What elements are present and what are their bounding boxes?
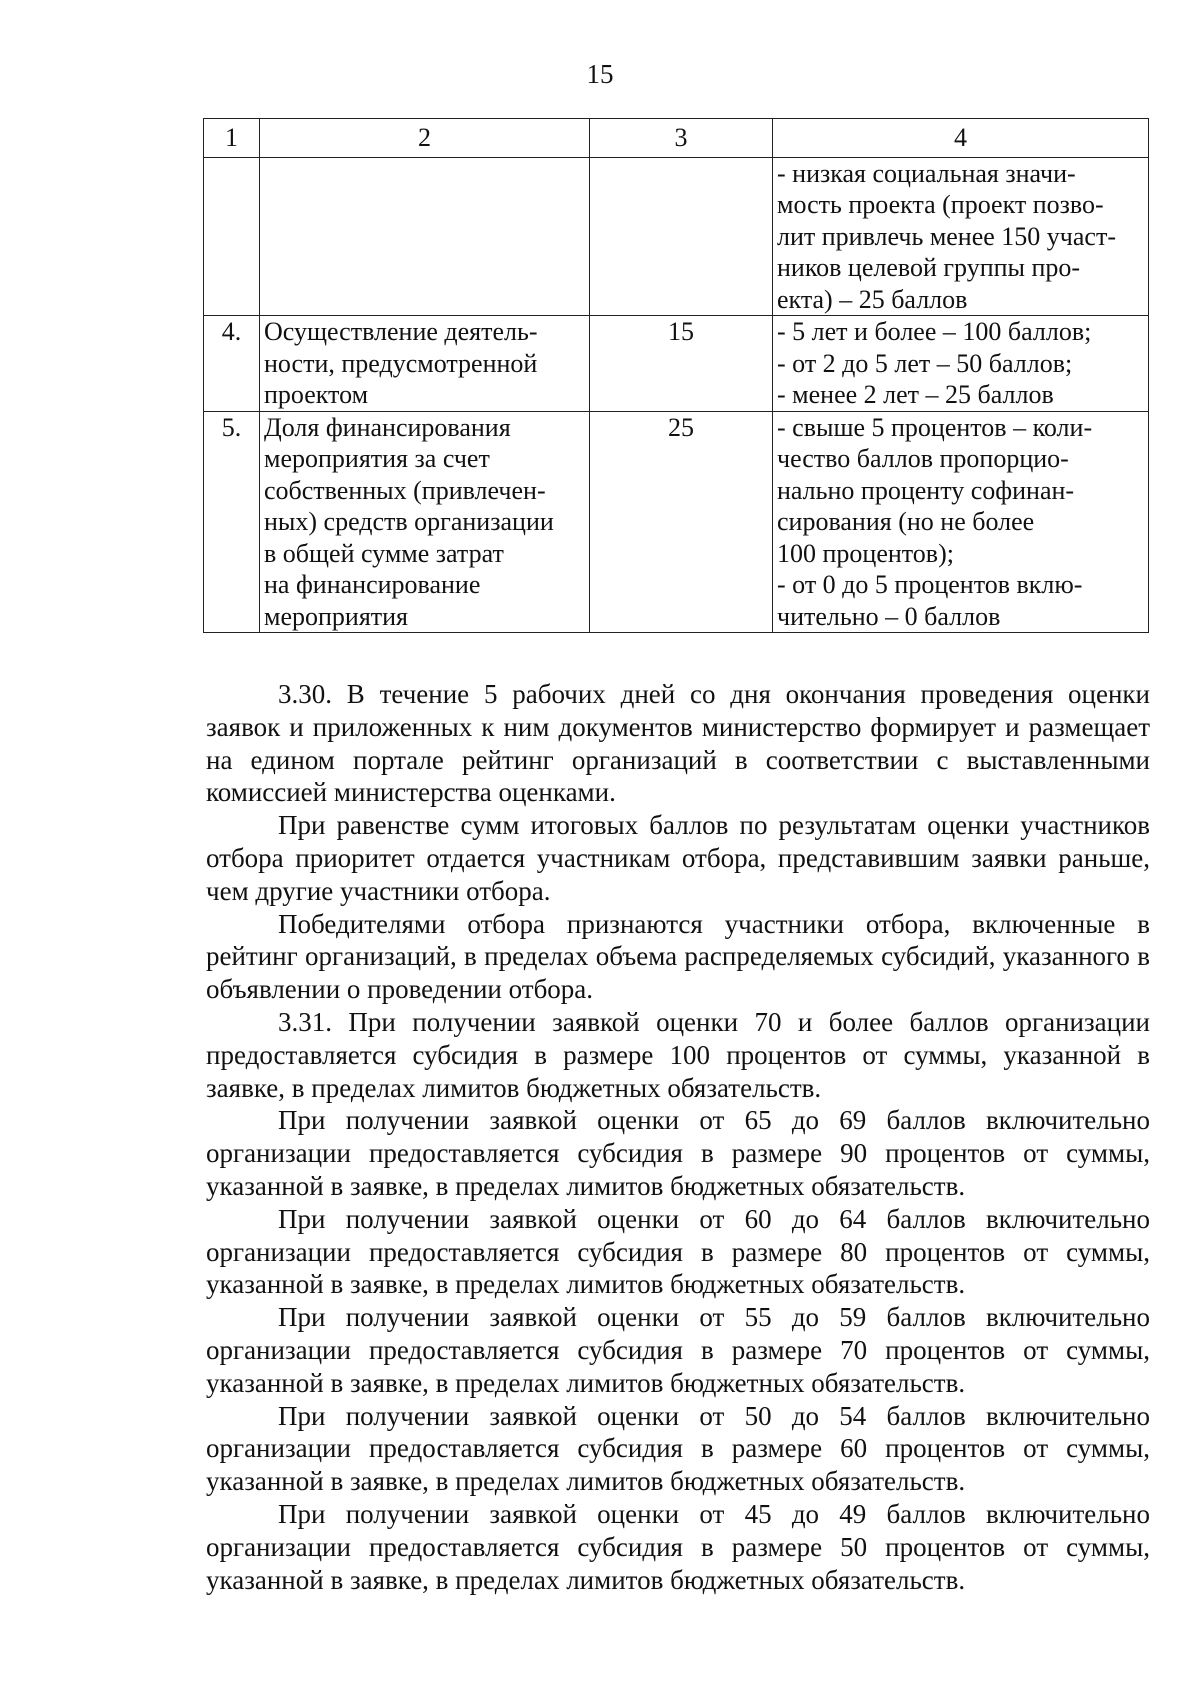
paragraph: Победителями отбора признаются участники отбора, включенные в рейтинг организаций, в пределах объема распределяемых субсидий, указанного в объявлении о проведении отбора. — [206, 908, 1150, 1005]
paragraph: При получении заявкой оценки от 65 до 69 баллов включительно организации предоставляется субсидия в размере 90 процентов от суммы, указанной в заявке, в пределах лимитов бюджетных обязательств. — [206, 1105, 1150, 1201]
body-text — [206, 678, 1150, 1596]
table-row — [204, 157, 1149, 316]
table-header-row — [204, 119, 1149, 158]
page-number: 15 — [586, 59, 614, 89]
paragraph: При равенстве сумм итоговых баллов по результатам оценки участников отбора приоритет отдается участникам отбора, представившим заявки раньше, чем другие участники отбора. — [206, 810, 1150, 906]
criterion-cell: Осуществление деятель- ности, предусмотренной проектом — [260, 316, 590, 412]
row-number: 5. — [204, 411, 260, 633]
column-header-1: 1 — [204, 119, 260, 158]
criteria-table — [203, 118, 1149, 633]
scoring-cell: - низкая социальная значи- мость проекта (проект позво- лит привлечь менее 150 участ- ников целевой группы про- екта) – 25 баллов — [773, 157, 1149, 316]
paragraph: При получении заявкой оценки от 55 до 59 баллов включительно организации предоставляется субсидия в размере 70 процентов от суммы, указанной в заявке, в пределах лимитов бюджетных обязательств. — [206, 1302, 1150, 1398]
column-header-4: 4 — [773, 119, 1149, 158]
criterion-cell: Доля финансирования мероприятия за счет собственных (привлечен- ных) средств организации в общей сумме затрат на финансирование мероприятия — [260, 411, 590, 633]
weight-cell: 15 — [590, 316, 773, 412]
paragraph: При получении заявкой оценки от 50 до 54 баллов включительно организации предоставляется субсидия в размере 60 процентов от суммы, указанной в заявке, в пределах лимитов бюджетных обязательств. — [206, 1400, 1150, 1497]
row-number: 4. — [204, 316, 260, 412]
column-header-2: 2 — [260, 119, 590, 158]
column-header-3: 3 — [590, 119, 773, 158]
criterion-cell — [260, 157, 590, 316]
weight-cell — [590, 157, 773, 316]
paragraph-3-31: 3.31. При получении заявкой оценки 70 и более баллов организации предоставляется субсидия в размере 100 процентов от суммы, указанной в заявке, в пределах лимитов бюджетных обязательств. — [206, 1006, 1150, 1103]
paragraph: При получении заявкой оценки от 60 до 64 баллов включительно организации предоставляется субсидия в размере 80 процентов от суммы, указанной в заявке, в пределах лимитов бюджетных обязательств. — [206, 1203, 1150, 1300]
paragraph: При получении заявкой оценки от 45 до 49 баллов включительно организации предоставляется субсидия в размере 50 процентов от суммы, указанной в заявке, в пределах лимитов бюджетных обязательств. — [206, 1498, 1150, 1595]
table-row — [204, 411, 1149, 633]
table-row — [204, 316, 1149, 412]
scoring-cell: - свыше 5 процентов – коли- чество баллов пропорцио- нально проценту софинан- сирования (но не более 100 процентов); - от 0 до 5 процентов вклю- чительно – 0 баллов — [773, 411, 1149, 633]
row-number — [204, 157, 260, 316]
scoring-cell: - 5 лет и более – 100 баллов; - от 2 до 5 лет – 50 баллов; - менее 2 лет – 25 баллов — [773, 316, 1149, 412]
paragraph-3-30: 3.30. В течение 5 рабочих дней со дня окончания проведения оценки заявок и приложенных к ним документов министерство формирует и размещает на едином портале рейтинг организаций в соответствии с выставленными комиссией министерства оценками. — [206, 679, 1150, 808]
weight-cell: 25 — [590, 411, 773, 633]
